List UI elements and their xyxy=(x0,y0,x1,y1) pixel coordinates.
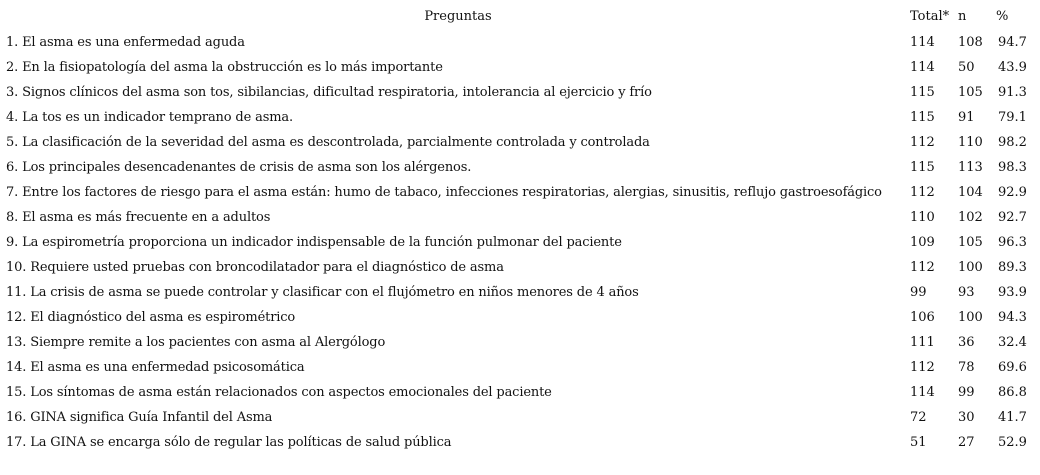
question-cell: 2. En la fisiopatología del asma la obstrucción es lo más importante xyxy=(6,60,443,75)
n-cell: 78 xyxy=(958,360,975,375)
question-cell: 6. Los principales desencadenantes de crisis de asma son los alérgenos. xyxy=(6,160,472,175)
total-cell: 110 xyxy=(910,210,935,225)
percent-cell: 43.9 xyxy=(998,60,1027,75)
question-cell: 7. Entre los factores de riesgo para el asma están: humo de tabaco, infecciones respiratorias, alergias, sinusitis, reflujo gastroesofágico xyxy=(6,185,882,200)
percent-cell: 94.3 xyxy=(998,310,1027,325)
total-cell: 114 xyxy=(910,385,935,400)
total-cell: 109 xyxy=(910,235,935,250)
table-row xyxy=(6,155,1036,180)
n-cell: 105 xyxy=(958,235,983,250)
percent-cell: 89.3 xyxy=(998,260,1027,275)
header-row xyxy=(6,4,1036,30)
percent-cell: 98.2 xyxy=(998,135,1027,150)
total-cell: 115 xyxy=(910,160,935,175)
question-cell: 17. La GINA se encarga sólo de regular las políticas de salud pública xyxy=(6,435,452,450)
total-cell: 112 xyxy=(910,135,935,150)
total-cell: 99 xyxy=(910,285,927,300)
percent-cell: 91.3 xyxy=(998,85,1027,100)
total-cell: 72 xyxy=(910,410,927,425)
question-cell: 16. GINA significa Guía Infantil del Asma xyxy=(6,410,273,425)
percent-cell: 52.9 xyxy=(998,435,1027,450)
table-row xyxy=(6,55,1036,80)
question-cell: 10. Requiere usted pruebas con broncodilatador para el diagnóstico de asma xyxy=(6,260,504,275)
header-preguntas: Preguntas xyxy=(424,9,492,24)
percent-cell: 86.8 xyxy=(998,385,1027,400)
table-row xyxy=(6,380,1036,405)
questions-table xyxy=(6,4,1036,455)
total-cell: 114 xyxy=(910,35,935,50)
table-row xyxy=(6,80,1036,105)
n-cell: 110 xyxy=(958,135,983,150)
percent-cell: 69.6 xyxy=(998,360,1027,375)
total-cell: 114 xyxy=(910,60,935,75)
n-cell: 99 xyxy=(958,385,975,400)
percent-cell: 79.1 xyxy=(998,110,1027,125)
percent-cell: 32.4 xyxy=(998,335,1027,350)
table-row xyxy=(6,105,1036,130)
question-cell: 1. El asma es una enfermedad aguda xyxy=(6,35,245,50)
total-cell: 111 xyxy=(910,335,935,350)
table-row xyxy=(6,230,1036,255)
n-cell: 113 xyxy=(958,160,983,175)
total-cell: 115 xyxy=(910,110,935,125)
percent-cell: 92.9 xyxy=(998,185,1027,200)
table-row xyxy=(6,305,1036,330)
percent-cell: 96.3 xyxy=(998,235,1027,250)
total-cell: 51 xyxy=(910,435,927,450)
n-cell: 91 xyxy=(958,110,975,125)
header-percent: % xyxy=(996,9,1009,24)
n-cell: 30 xyxy=(958,410,975,425)
question-cell: 15. Los síntomas de asma están relacionados con aspectos emocionales del paciente xyxy=(6,385,552,400)
table-header xyxy=(6,4,1036,30)
question-cell: 4. La tos es un indicador temprano de asma. xyxy=(6,110,294,125)
total-cell: 106 xyxy=(910,310,935,325)
total-cell: 112 xyxy=(910,360,935,375)
question-cell: 9. La espirometría proporciona un indicador indispensable de la función pulmonar del paciente xyxy=(6,235,622,250)
percent-cell: 92.7 xyxy=(998,210,1027,225)
question-cell: 11. La crisis de asma se puede controlar y clasificar con el flujómetro en niños menores de 4 años xyxy=(6,285,639,300)
n-cell: 100 xyxy=(958,310,983,325)
table-row xyxy=(6,180,1036,205)
table-row xyxy=(6,405,1036,430)
question-cell: 14. El asma es una enfermedad psicosomática xyxy=(6,360,305,375)
n-cell: 36 xyxy=(958,335,975,350)
question-cell: 8. El asma es más frecuente en a adultos xyxy=(6,210,271,225)
percent-cell: 98.3 xyxy=(998,160,1027,175)
n-cell: 50 xyxy=(958,60,975,75)
n-cell: 108 xyxy=(958,35,983,50)
n-cell: 105 xyxy=(958,85,983,100)
n-cell: 102 xyxy=(958,210,983,225)
percent-cell: 93.9 xyxy=(998,285,1027,300)
table-row xyxy=(6,255,1036,280)
question-cell: 5. La clasificación de la severidad del asma es descontrolada, parcialmente controlada y controlada xyxy=(6,135,650,150)
total-cell: 115 xyxy=(910,85,935,100)
n-cell: 104 xyxy=(958,185,983,200)
header-total: Total* xyxy=(910,9,950,24)
question-cell: 12. El diagnóstico del asma es espirométrico xyxy=(6,310,296,325)
table-row xyxy=(6,355,1036,380)
table-row xyxy=(6,205,1036,230)
percent-cell: 94.7 xyxy=(998,35,1027,50)
percent-cell: 41.7 xyxy=(998,410,1027,425)
table-row xyxy=(6,130,1036,155)
n-cell: 27 xyxy=(958,435,975,450)
header-n: n xyxy=(958,9,967,24)
table-row xyxy=(6,30,1036,55)
n-cell: 93 xyxy=(958,285,975,300)
table-row xyxy=(6,280,1036,305)
question-cell: 3. Signos clínicos del asma son tos, sibilancias, dificultad respiratoria, intolerancia al ejercicio y frío xyxy=(6,85,652,100)
table-row xyxy=(6,330,1036,355)
n-cell: 100 xyxy=(958,260,983,275)
total-cell: 112 xyxy=(910,185,935,200)
total-cell: 112 xyxy=(910,260,935,275)
table-row xyxy=(6,430,1036,455)
question-cell: 13. Siempre remite a los pacientes con asma al Alergólogo xyxy=(6,335,386,350)
table-body xyxy=(6,30,1036,455)
